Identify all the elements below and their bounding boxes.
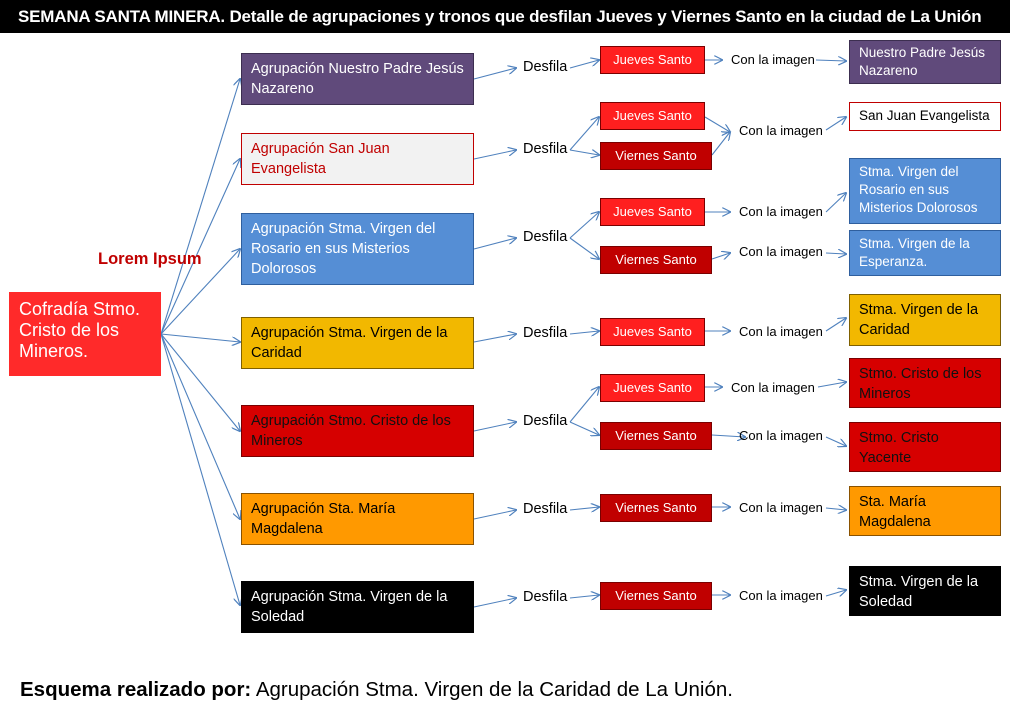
imagen-cristo-yacente: Stmo. Cristo Yacente bbox=[849, 422, 1001, 472]
imagen-virgen-caridad: Stma. Virgen de la Caridad bbox=[849, 294, 1001, 346]
footer-credit-label: Esquema realizado por: bbox=[20, 678, 252, 701]
footer-credit bbox=[20, 678, 733, 702]
con-la-imagen-label: Con la imagen bbox=[731, 52, 815, 67]
day-jueves-santo: Jueves Santo bbox=[600, 102, 705, 130]
con-la-imagen-label: Con la imagen bbox=[739, 204, 823, 219]
agrupacion-maria-magdalena: Agrupación Sta. María Magdalena bbox=[241, 493, 474, 545]
day-viernes-santo: Viernes Santo bbox=[600, 494, 712, 522]
desfila-label: Desfila bbox=[523, 501, 568, 517]
desfila-label: Desfila bbox=[523, 413, 568, 429]
desfila-label: Desfila bbox=[523, 589, 568, 605]
imagen-virgen-rosario: Stma. Virgen del Rosario en sus Misterios Dolorosos bbox=[849, 158, 1001, 224]
desfila-label: Desfila bbox=[523, 141, 568, 157]
day-viernes-santo: Viernes Santo bbox=[600, 246, 712, 274]
con-la-imagen-label: Con la imagen bbox=[739, 123, 823, 138]
imagen-virgen-soledad: Stma. Virgen de la Soledad bbox=[849, 566, 1001, 616]
header-title: SEMANA SANTA MINERA. Detalle de agrupaciones y tronos que desfilan Jueves y Viernes Santo en la ciudad de La Unión bbox=[0, 0, 1010, 33]
imagen-virgen-esperanza: Stma. Virgen de la Esperanza. bbox=[849, 230, 1001, 276]
day-jueves-santo: Jueves Santo bbox=[600, 374, 705, 402]
agrupacion-virgen-caridad: Agrupación Stma. Virgen de la Caridad bbox=[241, 317, 474, 369]
desfila-label: Desfila bbox=[523, 229, 568, 245]
con-la-imagen-label: Con la imagen bbox=[739, 324, 823, 339]
lorem-label: Lorem Ipsum bbox=[98, 250, 202, 268]
imagen-cristo-mineros: Stmo. Cristo de los Mineros bbox=[849, 358, 1001, 408]
desfila-label: Desfila bbox=[523, 325, 568, 341]
con-la-imagen-label: Con la imagen bbox=[739, 588, 823, 603]
imagen-jesus-nazareno: Nuestro Padre Jesús Nazareno bbox=[849, 40, 1001, 84]
imagen-maria-magdalena: Sta. María Magdalena bbox=[849, 486, 1001, 536]
agrupacion-virgen-soledad: Agrupación Stma. Virgen de la Soledad bbox=[241, 581, 474, 633]
day-jueves-santo: Jueves Santo bbox=[600, 198, 705, 226]
imagen-san-juan: San Juan Evangelista bbox=[849, 102, 1001, 131]
con-la-imagen-label: Con la imagen bbox=[739, 500, 823, 515]
agrupacion-san-juan: Agrupación San Juan Evangelista bbox=[241, 133, 474, 185]
day-viernes-santo: Viernes Santo bbox=[600, 422, 712, 450]
day-viernes-santo: Viernes Santo bbox=[600, 582, 712, 610]
root-cofradia-box: Cofradía Stmo. Cristo de los Mineros. bbox=[9, 292, 161, 376]
con-la-imagen-label: Con la imagen bbox=[739, 244, 823, 259]
con-la-imagen-label: Con la imagen bbox=[731, 380, 815, 395]
desfila-label: Desfila bbox=[523, 59, 568, 75]
agrupacion-jesus-nazareno: Agrupación Nuestro Padre Jesús Nazareno bbox=[241, 53, 474, 105]
day-jueves-santo: Jueves Santo bbox=[600, 318, 705, 346]
agrupacion-virgen-rosario: Agrupación Stma. Virgen del Rosario en sus Misterios Dolorosos bbox=[241, 213, 474, 285]
day-jueves-santo: Jueves Santo bbox=[600, 46, 705, 74]
agrupacion-cristo-mineros: Agrupación Stmo. Cristo de los Mineros bbox=[241, 405, 474, 457]
footer-credit-text: Agrupación Stma. Virgen de la Caridad de La Unión. bbox=[251, 678, 733, 701]
day-viernes-santo: Viernes Santo bbox=[600, 142, 712, 170]
con-la-imagen-label: Con la imagen bbox=[739, 428, 823, 443]
